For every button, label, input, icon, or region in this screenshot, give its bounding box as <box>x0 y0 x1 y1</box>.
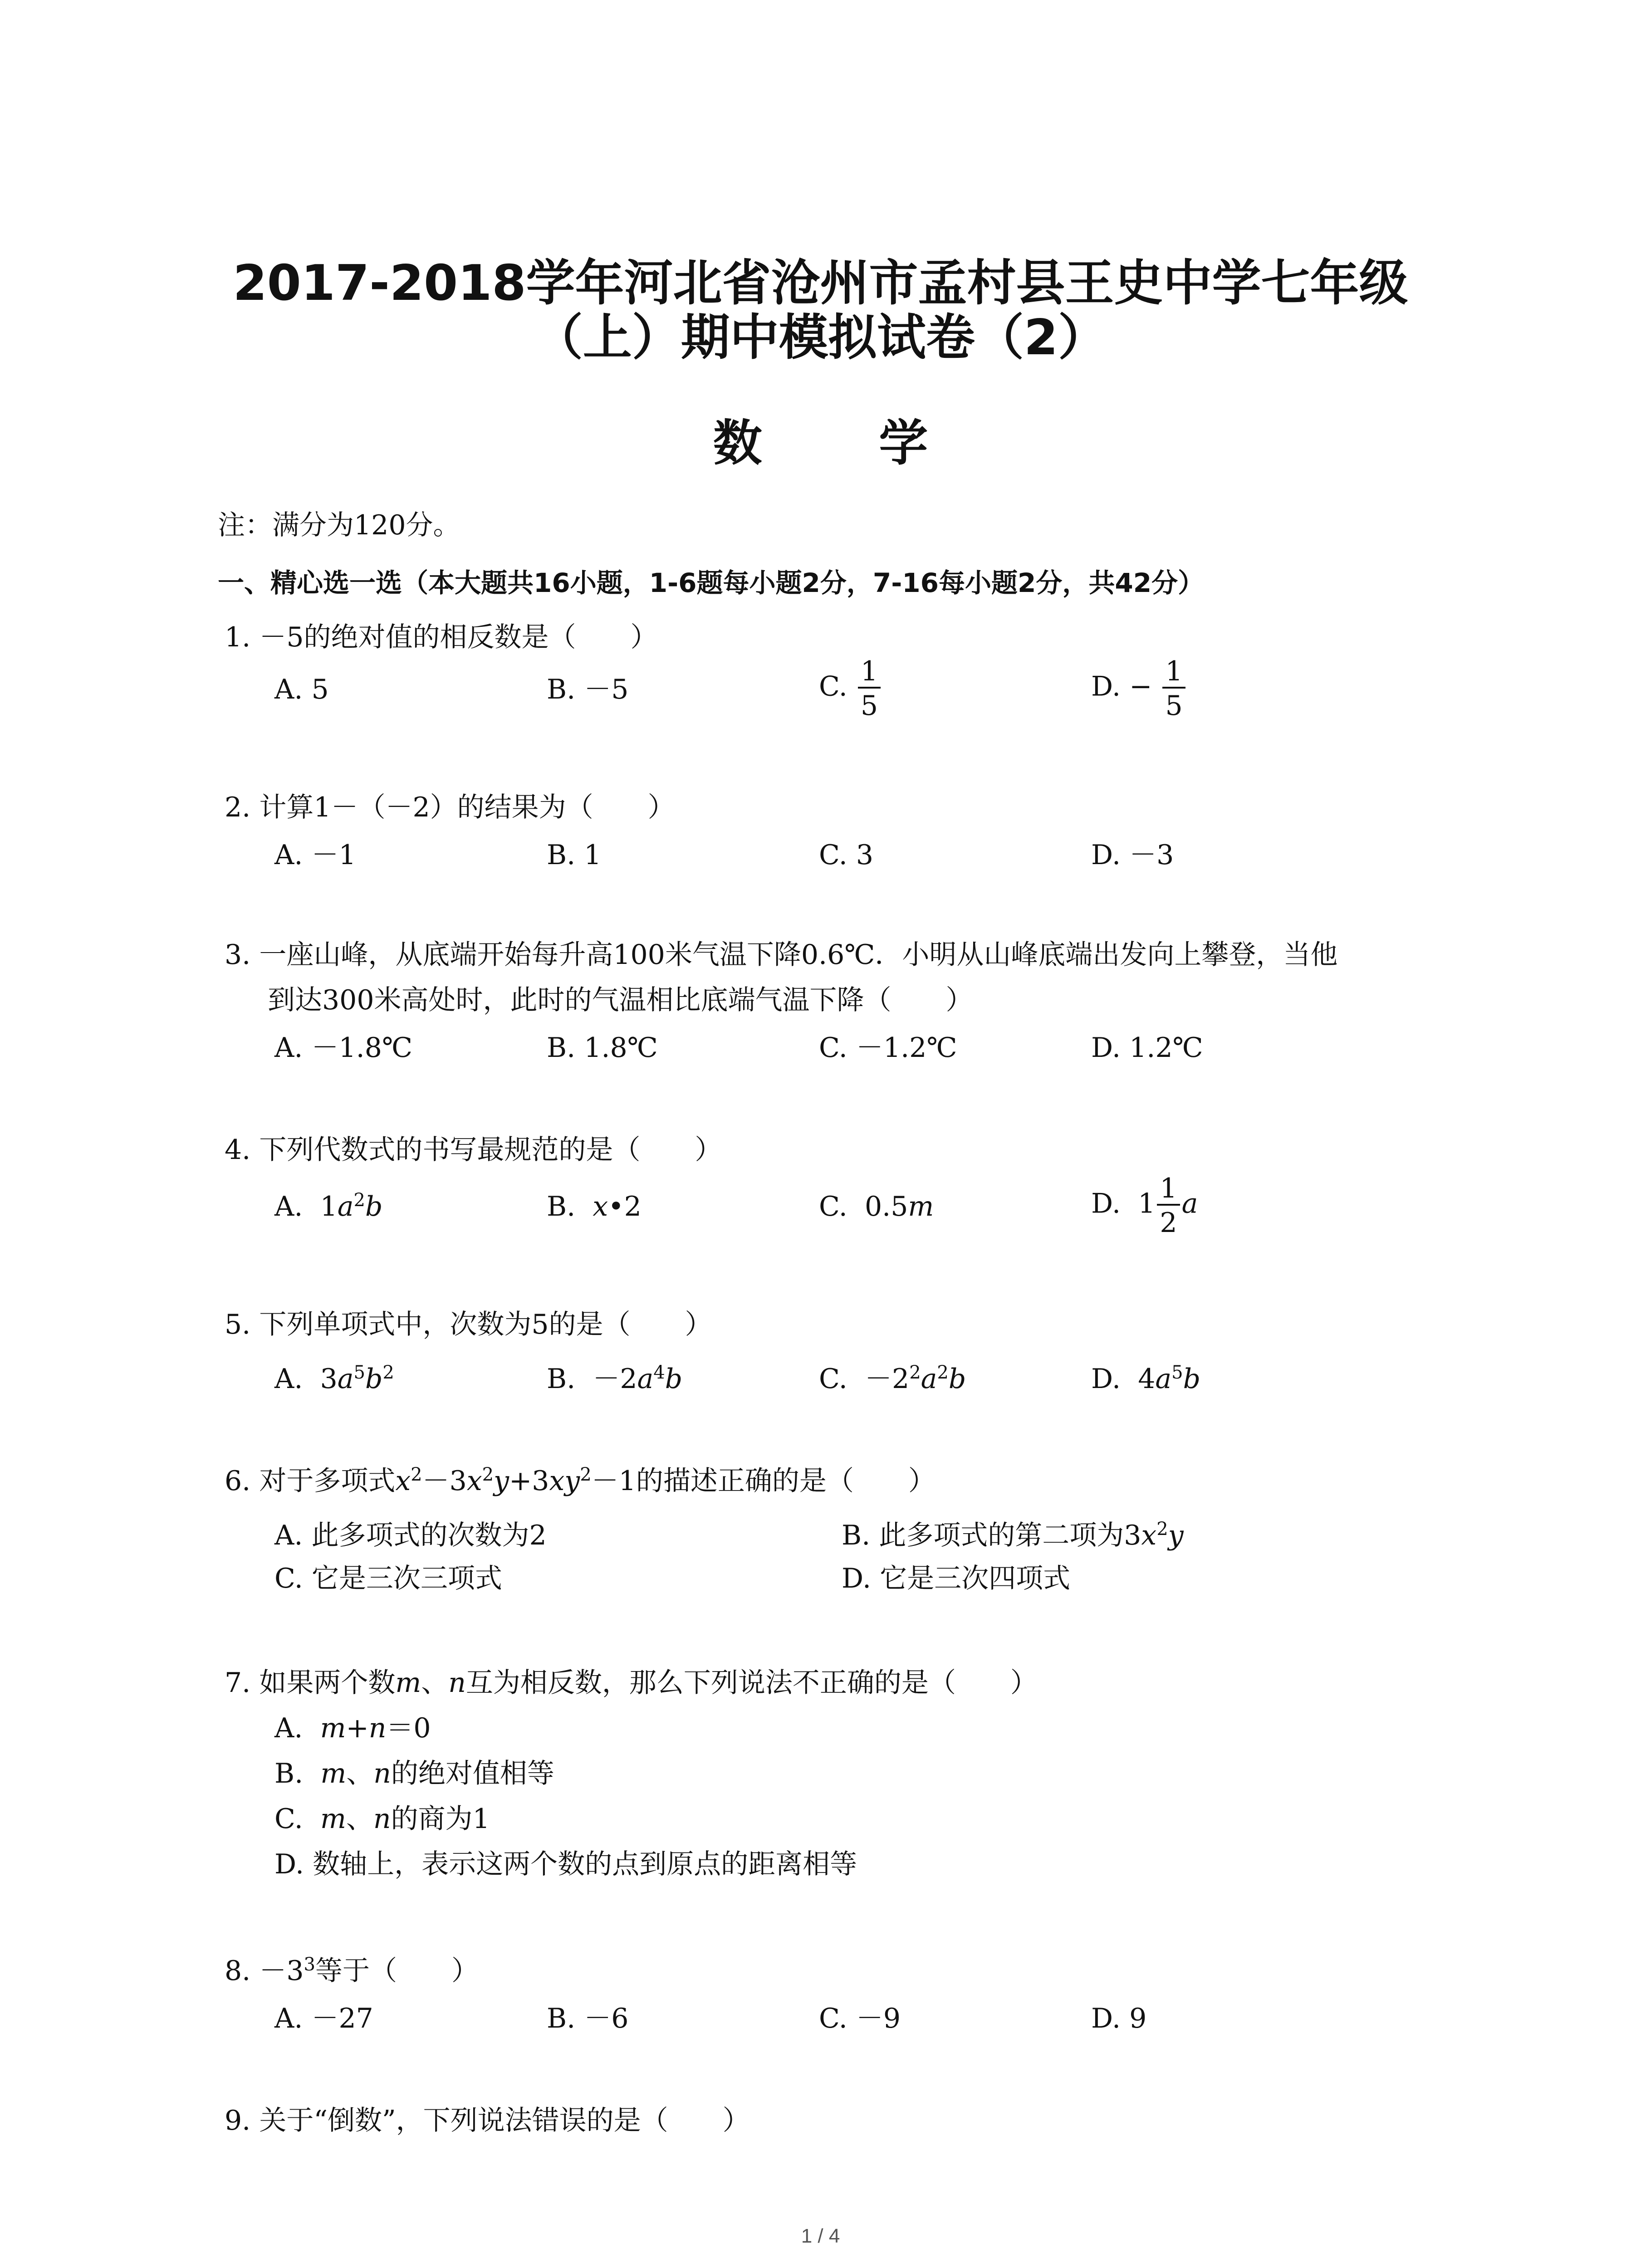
question-2-stem: 2. 计算1－（－2）的结果为（ ） <box>225 792 675 823</box>
question-5-option-b: B. $-2a^4b$ <box>547 1362 683 1395</box>
question-6-option-d: D. 它是三次四项式 <box>842 1563 1071 1594</box>
question-2-option-d: D. －3 <box>1091 839 1174 871</box>
fraction: $\frac{1}{2}$ <box>1157 1175 1180 1237</box>
question-8-option-a: A. －27 <box>274 2003 373 2034</box>
score-note: 注：满分为120分。 <box>218 509 460 541</box>
question-4-stem: 4. 下列代数式的书写最规范的是（ ） <box>225 1134 722 1166</box>
question-6-option-a: A. 此多项式的次数为2 <box>274 1520 547 1551</box>
question-2-option-a: A. －1 <box>274 839 356 871</box>
question-1-option-c: C. $\frac{1}{5}$ <box>819 658 882 719</box>
question-2-option-b: B. 1 <box>547 839 602 871</box>
question-7-option-a: A. m+n＝0 <box>274 1712 431 1744</box>
question-8-option-d: D. 9 <box>1091 2003 1147 2034</box>
question-2-option-c: C. 3 <box>819 839 874 871</box>
question-8-option-c: C. －9 <box>819 2003 901 2034</box>
question-3-option-a: A. －1.8℃ <box>274 1032 413 1064</box>
exam-title-line1: 2017-2018学年河北省沧州市孟村县王史中学七年级 <box>233 255 1408 312</box>
question-9-stem: 9. 关于“倒数”，下列说法错误的是（ ） <box>225 2105 750 2136</box>
question-8-option-b: B. －6 <box>547 2003 629 2034</box>
question-6-stem: 6. 对于多项式$x^2-3x^2y+3xy^2-1$的描述正确的是（ ） <box>225 1464 936 1497</box>
exam-title-line2: （上）期中模拟试卷（2） <box>534 309 1107 366</box>
question-7-option-b: B. m、n的绝对值相等 <box>274 1758 554 1789</box>
question-4-option-d: D. 1 $\frac{1}{2}$ a <box>1091 1173 1198 1239</box>
section-heading: 一、精心选一选（本大题共16小题，1-6题每小题2分，7-16每小题2分，共42分） <box>218 567 1205 598</box>
question-1-option-b: B. －5 <box>547 674 629 705</box>
question-7-stem: 7. 如果两个数m、n互为相反数，那么下列说法不正确的是（ ） <box>225 1667 1038 1699</box>
question-3-option-c: C. －1.2℃ <box>819 1032 957 1064</box>
subject-heading: 数 学 <box>713 415 978 472</box>
question-3-stem-line1: 3. 一座山峰，从底端开始每升高100米气温下降0.6℃．小明从山峰底端出发向上攀登，当他 <box>225 939 1338 971</box>
question-5-option-c: C. $-2^2a^2b$ <box>819 1362 966 1395</box>
question-7-option-c: C. m、n的商为1 <box>274 1803 490 1835</box>
question-4-option-a: A. $1a^2b$ <box>274 1190 383 1222</box>
question-3-option-b: B. 1.8℃ <box>547 1032 658 1064</box>
question-6-option-b: B. 此多项式的第二项为$3x^2y$ <box>842 1519 1184 1551</box>
question-1-option-d: D. − $\frac{1}{5}$ <box>1091 658 1187 719</box>
question-4-option-c: C. 0.5m <box>819 1191 934 1222</box>
question-1-option-a: A. 5 <box>274 674 329 705</box>
question-4-option-b: B. x•2 <box>547 1191 642 1222</box>
question-8-stem: 8. $-3^3$等于（ ） <box>225 1954 479 1987</box>
fraction: $\frac{1}{5}$ <box>1162 658 1185 719</box>
page-number: 1 / 4 <box>801 2225 840 2247</box>
question-3-option-d: D. 1.2℃ <box>1091 1032 1203 1064</box>
question-5-stem: 5. 下列单项式中，次数为5的是（ ） <box>225 1309 712 1340</box>
question-5-option-d: D. $4a^5b$ <box>1091 1362 1201 1395</box>
fraction: $\frac{1}{5}$ <box>858 658 881 719</box>
question-7-option-d: D. 数轴上，表示这两个数的点到原点的距离相等 <box>274 1848 857 1880</box>
question-3-stem-line2: 到达300米高处时，此时的气温相比底端气温下降（ ） <box>268 984 973 1016</box>
question-6-option-c: C. 它是三次三项式 <box>274 1563 502 1594</box>
question-5-option-a: A. $3a^5b^2$ <box>274 1362 394 1395</box>
question-1-stem: 1. －5的绝对值的相反数是（ ） <box>225 621 658 653</box>
